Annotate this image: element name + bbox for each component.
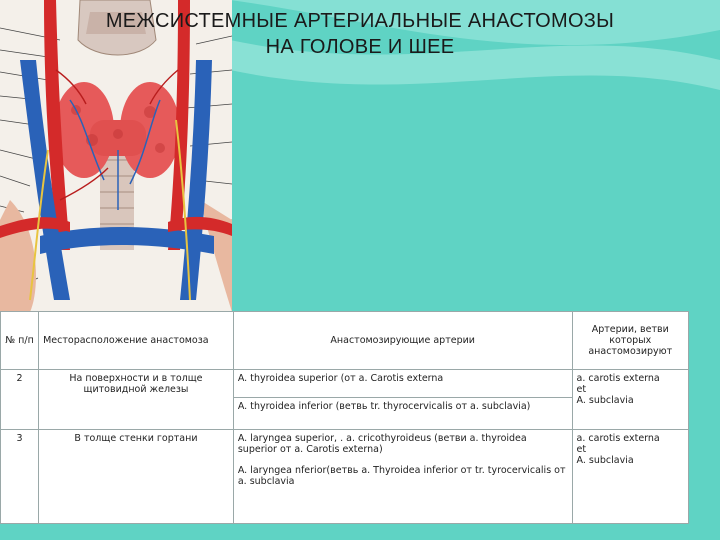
row2-num: 2 <box>1 370 39 430</box>
row2-place: На поверхности и в толще щитовидной железы <box>39 370 234 430</box>
row2-artery2: A. thyroidea inferior (ветвь tr. thyrocervicalis от a. subclavia) <box>233 398 572 430</box>
row2-branch2: et <box>576 384 587 395</box>
table-header-row <box>1 312 689 370</box>
row3-branch2: et <box>576 444 587 455</box>
slide-title-line1: МЕЖСИСТЕМНЫЕ АРТЕРИАЛЬНЫЕ АНАСТОМОЗЫ <box>105 10 615 32</box>
header-branches: Артерии, ветви которых анастомозируют <box>572 312 688 370</box>
row3-place: В толще стенки гортани <box>39 430 234 524</box>
row2-artery1: A. thyroidea superior (от a. Carotis externa <box>233 370 572 398</box>
header-place: Месторасположение анастомоза <box>39 312 234 370</box>
slide-title <box>40 8 680 60</box>
row2-branches <box>572 370 688 430</box>
row3-branches <box>572 430 688 524</box>
table-row <box>1 430 689 524</box>
row3-branch1: a. carotis externa <box>576 433 660 444</box>
anastomosis-table <box>0 311 689 524</box>
row2-branch3: A. subclavia <box>576 395 634 406</box>
header-arteries: Анастомозирующие артерии <box>233 312 572 370</box>
slide-title-line2: НА ГОЛОВЕ И ШЕЕ <box>265 36 455 58</box>
row3-branch3: A. subclavia <box>576 455 634 466</box>
row3-arteries <box>233 430 572 524</box>
table-row <box>1 370 689 398</box>
row3-artery2: A. laryngea nferior(ветвь a. Thyroidea inferior от tr. tyrocervicalis от a. subclavia <box>237 465 566 487</box>
row3-artery1: A. laryngea superior, . a. cricothyroideus (ветви a. thyroidea superior от a. Carotis externa) <box>237 433 527 455</box>
row3-num: 3 <box>1 430 39 524</box>
header-num: № п/п <box>1 312 39 370</box>
row2-branch1: a. carotis externa <box>576 373 660 384</box>
